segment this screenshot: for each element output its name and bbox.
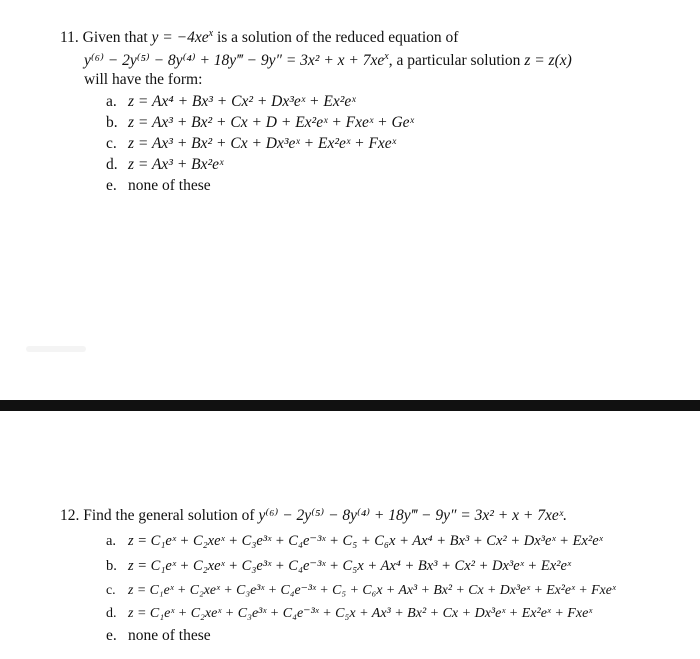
option-letter: e.	[106, 627, 117, 644]
q11-equation-line	[84, 47, 572, 71]
q11-equation: y⁽⁶⁾ − 2y⁽⁵⁾ − 8y⁽⁴⁾ + 18y‴ − 9y″ = 3x² + x + 7xe	[84, 52, 385, 70]
option-letter: a.	[106, 93, 117, 110]
q11-option-a[interactable]	[106, 92, 356, 112]
option-text: z = C₁eˣ + C₂xeˣ + C₃e³ˣ + C₄e⁻³ˣ + C₅ + C₆x + Ax⁴ + Bx³ + Cx² + Dx³eˣ + Ex²eˣ	[128, 533, 603, 549]
q11-particular: z = z(x)	[524, 52, 572, 70]
q12-prompt-line	[60, 506, 567, 526]
option-letter: d.	[106, 156, 118, 173]
q12-option-e[interactable]	[106, 626, 211, 646]
q11-prompt-start: 11. Given that	[60, 29, 152, 47]
q12-option-b[interactable]	[106, 556, 571, 576]
q11-prompt-end: will have the form:	[84, 71, 203, 88]
option-text: z = C₁eˣ + C₂xeˣ + C₃e³ˣ + C₄e⁻³ˣ + C₅x + Ax³ + Bx² + Cx + Dx³eˣ + Ex²eˣ + Fxeˣ	[128, 606, 593, 621]
q12-option-d[interactable]	[106, 604, 592, 624]
q11-option-d[interactable]	[106, 155, 223, 175]
q11-equation-sup: x	[384, 51, 389, 62]
q12-equation: y⁽⁶⁾ − 2y⁽⁵⁾ − 8y⁽⁴⁾ + 18y‴ − 9y″ = 3x² + x + 7xeˣ.	[258, 507, 567, 524]
q11-prompt-continue: , a particular solution	[388, 52, 525, 70]
q11-prompt-line	[60, 24, 458, 48]
black-divider-bar	[0, 400, 700, 411]
q11-prompt-middle: is a solution of the reduced equation of	[213, 29, 459, 47]
option-text: z = C₁eˣ + C₂xeˣ + C₃e³ˣ + C₄e⁻³ˣ + C₅x + Ax⁴ + Bx³ + Cx² + Dx³eˣ + Ex²eˣ	[128, 558, 572, 574]
q12-prompt: 12. Find the general solution of	[60, 507, 259, 524]
q11-given-sup: x	[208, 28, 214, 39]
option-letter: e.	[106, 177, 117, 194]
option-letter: a.	[106, 533, 117, 549]
option-letter: d.	[106, 606, 117, 621]
faint-smudge	[26, 346, 86, 352]
q11-given-solution: y = −4xe	[151, 29, 209, 47]
option-letter: c.	[106, 135, 117, 152]
option-letter: b.	[106, 558, 117, 574]
option-text: z = Ax³ + Bx²eˣ	[128, 156, 224, 173]
q11-option-b[interactable]	[106, 113, 414, 133]
option-text: none of these	[128, 627, 211, 644]
option-text: z = Ax³ + Bx² + Cx + Dx³eˣ + Ex²eˣ + Fxeˣ	[128, 135, 397, 152]
option-text: z = Ax³ + Bx² + Cx + D + Ex²eˣ + Fxeˣ + Geˣ	[128, 114, 414, 131]
option-text: none of these	[128, 177, 211, 194]
q12-option-a[interactable]	[106, 531, 603, 551]
option-text: z = Ax⁴ + Bx³ + Cx² + Dx³eˣ + Ex²eˣ	[128, 93, 356, 110]
q11-option-e[interactable]	[106, 176, 211, 196]
option-letter: b.	[106, 114, 118, 131]
option-letter: c.	[106, 582, 116, 597]
q12-option-c[interactable]	[106, 580, 616, 600]
q11-option-c[interactable]	[106, 134, 396, 154]
option-text: z = C₁eˣ + C₂xeˣ + C₃e³ˣ + C₄e⁻³ˣ + C₅ + C₆x + Ax³ + Bx² + Cx + Dx³eˣ + Ex²eˣ + Fxeˣ	[128, 582, 616, 597]
